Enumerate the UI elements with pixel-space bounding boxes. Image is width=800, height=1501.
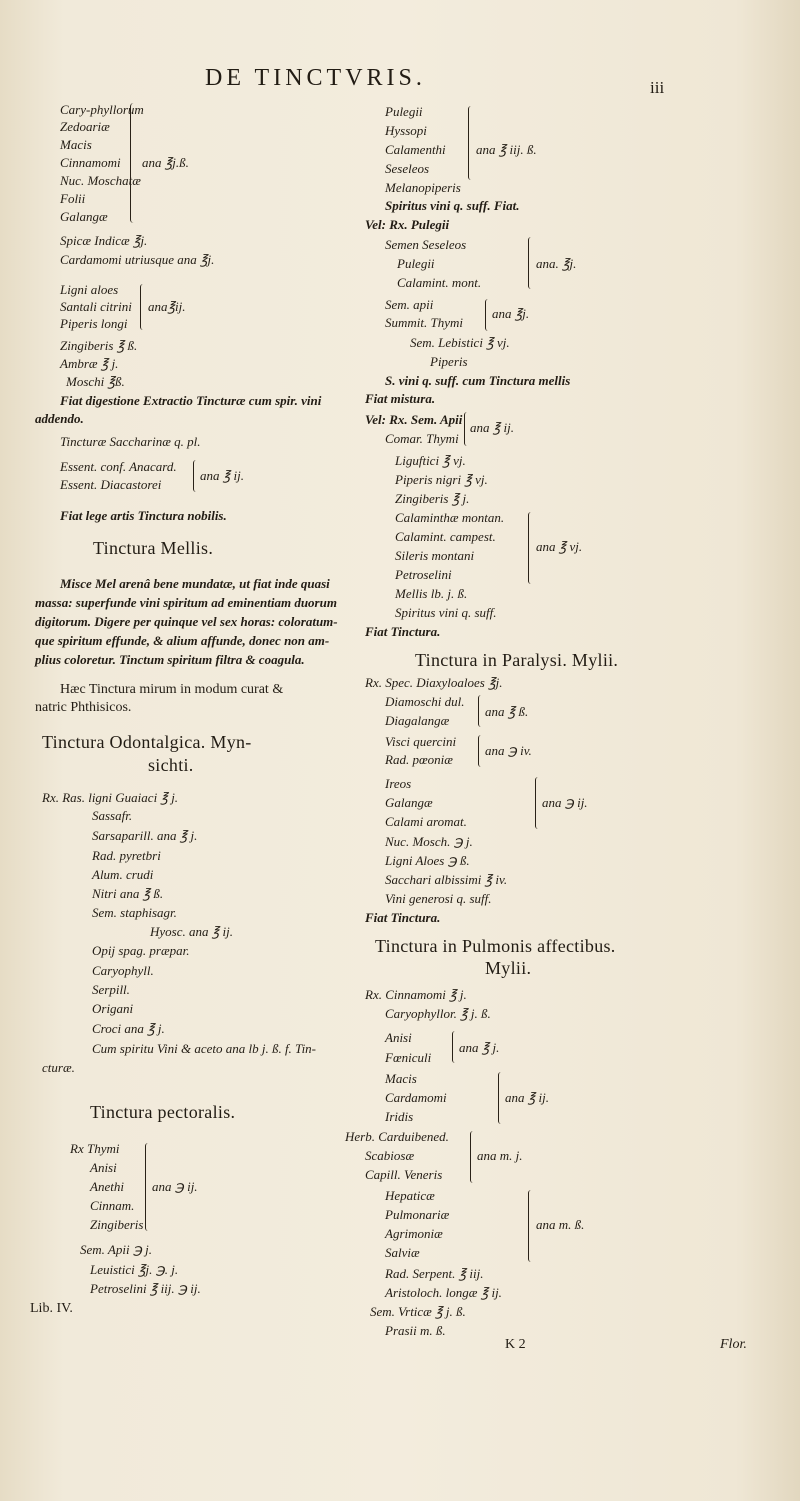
section-heading-pectoralis: Tinctura pectoralis. bbox=[90, 1102, 236, 1122]
alternative: Vel: Rx. Pulegii bbox=[365, 217, 450, 232]
ingredient: Sem. staphisagr. bbox=[92, 905, 177, 920]
ingredient: Liguftici ℥ vj. bbox=[395, 453, 466, 468]
ingredient: Sileris montani bbox=[395, 548, 475, 563]
quantity: ana. ℥j. bbox=[536, 256, 577, 271]
ingredient: Piperis bbox=[430, 354, 468, 369]
ingredient: Cardamomi bbox=[385, 1090, 447, 1105]
ingredient: Aristoloch. longæ ℥ ij. bbox=[385, 1285, 502, 1300]
brace bbox=[528, 237, 534, 289]
ingredient: Essent. conf. Anacard. bbox=[60, 459, 177, 474]
ingredient: Nuc. Moschatæ bbox=[60, 173, 141, 188]
body-line: massa: superfunde vini spiritum ad eminentiam duorum bbox=[35, 595, 337, 610]
quantity: ana ℈ ij. bbox=[542, 795, 588, 810]
ingredient: Croci ana ℥ j. bbox=[92, 1021, 165, 1036]
ingredient: Seseleos bbox=[385, 161, 430, 176]
instruction: cturæ. bbox=[42, 1060, 75, 1075]
ingredient: Petroselini ℥ iij. ℈ ij. bbox=[90, 1281, 201, 1296]
ingredient: Cary-phyllorum bbox=[60, 102, 144, 117]
quantity: ana ℥ ij. bbox=[505, 1090, 549, 1105]
brace bbox=[478, 735, 484, 767]
brace bbox=[140, 284, 146, 330]
instruction: Fiat Tinctura. bbox=[365, 910, 441, 925]
quantity: ana℥ij. bbox=[148, 299, 186, 314]
instruction: Fiat lege artis Tinctura nobilis. bbox=[60, 508, 227, 523]
ingredient: Diagalangæ bbox=[385, 713, 450, 728]
instruction: addendo. bbox=[35, 411, 84, 426]
ingredient: Calamenthi bbox=[385, 142, 446, 157]
ingredient: Hepaticæ bbox=[385, 1188, 435, 1203]
ingredient: Iridis bbox=[385, 1109, 414, 1124]
signature-mark: Lib. IV. bbox=[30, 1301, 73, 1316]
section-heading-pulmonis: Tinctura in Pulmonis affectibus. bbox=[375, 936, 616, 956]
ingredient: Spiritus vini q. suff. bbox=[395, 605, 497, 620]
ingredient: Anisi bbox=[385, 1030, 412, 1045]
ingredient: Tincturæ Saccharinæ q. pl. bbox=[60, 434, 201, 449]
ingredient: Moschi ℥ß. bbox=[66, 374, 125, 389]
ingredient: Calamint. mont. bbox=[397, 275, 482, 290]
note-line: Hæc Tinctura mirum in modum curat & bbox=[60, 682, 284, 697]
ingredient: Cardamomi utriusque ana ℥j. bbox=[60, 252, 215, 267]
body-line: plius coloretur. Tinctum spiritum filtra & coagula. bbox=[35, 652, 305, 667]
body-line: Misce Mel arenâ bene mundatæ, ut fiat inde quasi bbox=[60, 576, 330, 591]
ingredient: Sem. Vrticæ ℥ j. ß. bbox=[370, 1304, 466, 1319]
ingredient: Sem. Lebistici ℥ vj. bbox=[410, 335, 510, 350]
ingredient: Folii bbox=[60, 191, 86, 206]
section-heading-pulmonis-cont: Mylii. bbox=[485, 958, 532, 978]
ingredient: Sacchari albissimi ℥ iv. bbox=[385, 872, 508, 887]
section-heading-odontalgica: Tinctura Odontalgica. Myn- bbox=[42, 732, 252, 752]
brace bbox=[468, 106, 474, 180]
quantity: ana ℥ iij. ß. bbox=[476, 142, 537, 157]
body-line: que spiritum effunde, & alium affunde, donec non am- bbox=[35, 633, 330, 648]
brace bbox=[452, 1031, 458, 1063]
ingredient: Sassafr. bbox=[92, 808, 133, 823]
ingredient: Diamoschi dul. bbox=[385, 694, 465, 709]
brace bbox=[478, 695, 484, 727]
ingredient: Summit. Thymi bbox=[385, 315, 463, 330]
ingredient: Agrimoniæ bbox=[385, 1226, 443, 1241]
ingredient: Rx. Cinnamomi ℥ j. bbox=[365, 987, 467, 1002]
quantity: ana ℥ ij. bbox=[470, 420, 514, 435]
ingredient: Mellis lb. j. ß. bbox=[395, 586, 468, 601]
ingredient: Essent. Diacastorei bbox=[60, 477, 162, 492]
ingredient: Piperis longi bbox=[60, 316, 128, 331]
ingredient: Macis bbox=[60, 137, 92, 152]
ingredient: Rad. pyretbri bbox=[92, 848, 161, 863]
ingredient: Zingiberis ℥ j. bbox=[395, 491, 470, 506]
ingredient: Opij spag. præpar. bbox=[92, 943, 190, 958]
ingredient: Caryophyllor. ℥ j. ß. bbox=[385, 1006, 491, 1021]
quantity: ana ℥ vj. bbox=[536, 539, 583, 554]
instruction: Fiat mistura. bbox=[365, 391, 436, 406]
ingredient: Calaminthæ montan. bbox=[395, 510, 505, 525]
ingredient: Hyssopi bbox=[385, 123, 427, 138]
brace bbox=[498, 1072, 504, 1124]
ingredient: Galangæ bbox=[385, 795, 433, 810]
ingredient: Capill. Veneris bbox=[365, 1167, 443, 1182]
ingredient: Scabiosæ bbox=[365, 1148, 415, 1163]
ingredient: Ambræ ℥ j. bbox=[60, 356, 119, 371]
ingredient: Ligni aloes bbox=[60, 282, 119, 297]
ingredient: Calami aromat. bbox=[385, 814, 467, 829]
ingredient: Rad. pœoniæ bbox=[385, 752, 453, 767]
quantity: ana ℈ iv. bbox=[485, 743, 532, 758]
ingredient: Visci quercini bbox=[385, 734, 457, 749]
body-line: digitorum. Digere per quinque vel sex horas: coloratum- bbox=[35, 614, 338, 629]
quantity: ana ℥ ß. bbox=[485, 704, 529, 719]
ingredient: Sem. apii bbox=[385, 297, 434, 312]
quantity: ana ℥ ij. bbox=[200, 468, 244, 483]
ingredient: Herb. Carduibened. bbox=[345, 1129, 449, 1144]
page-number: iii bbox=[650, 78, 665, 97]
ingredient: Ligni Aloes ℈ ß. bbox=[385, 853, 470, 868]
ingredient: Spicæ Indicæ ℥j. bbox=[60, 233, 148, 248]
ingredient: Ireos bbox=[385, 776, 412, 791]
ingredient: Rx Thymi bbox=[70, 1141, 120, 1156]
ingredient: Salviæ bbox=[385, 1245, 420, 1260]
brace bbox=[528, 512, 534, 584]
brace bbox=[535, 777, 541, 829]
ingredient: Anethi bbox=[90, 1179, 124, 1194]
ingredient: Hyosc. ana ℥ ij. bbox=[150, 924, 233, 939]
ingredient: Zingiberis bbox=[90, 1217, 144, 1232]
section-heading-paralysi: Tinctura in Paralysi. Mylii. bbox=[415, 650, 619, 670]
ingredient: Melanopiperis bbox=[385, 180, 461, 195]
ingredient: Caryophyll. bbox=[92, 963, 154, 978]
brace bbox=[193, 460, 199, 492]
quantity: ana m. j. bbox=[477, 1148, 523, 1163]
ingredient: Alum. crudi bbox=[92, 867, 154, 882]
brace bbox=[145, 1143, 151, 1231]
ingredient: Leuistici ℥j. ℈. j. bbox=[90, 1262, 179, 1277]
ingredient: Anisi bbox=[90, 1160, 117, 1175]
ingredient: Semen Seseleos bbox=[385, 237, 467, 252]
ingredient: Rad. Serpent. ℥ iij. bbox=[385, 1266, 484, 1281]
quantity: ana ℥j. bbox=[492, 306, 530, 321]
quantity: ana ℥ j. bbox=[459, 1040, 500, 1055]
ingredient: Piperis nigri ℥ vj. bbox=[395, 472, 488, 487]
quantity: ana ℥j.ß. bbox=[142, 155, 189, 170]
ingredient: Petroselini bbox=[395, 567, 452, 582]
brace bbox=[130, 103, 137, 223]
ingredient: Serpill. bbox=[92, 982, 130, 997]
ingredient: Vini generosi q. suff. bbox=[385, 891, 492, 906]
ingredient: Nuc. Mosch. ℈ j. bbox=[385, 834, 473, 849]
ingredient: Zingiberis ℥ ß. bbox=[60, 338, 138, 353]
ingredient: Santali citrini bbox=[60, 299, 132, 314]
ingredient: Nitri ana ℥ ß. bbox=[92, 886, 164, 901]
instruction: S. vini q. suff. cum Tinctura mellis bbox=[385, 373, 571, 388]
ingredient: Comar. Thymi bbox=[385, 431, 459, 446]
instruction: Fiat digestione Extractio Tincturæ cum spir. vini bbox=[60, 393, 322, 408]
ingredient: Cinnam. bbox=[90, 1198, 135, 1213]
quantity: ana m. ß. bbox=[536, 1217, 585, 1232]
ingredient: Cinnamomi bbox=[60, 155, 121, 170]
ingredient: Pulegii bbox=[397, 256, 435, 271]
ingredient: Zedoariæ bbox=[60, 119, 110, 134]
ingredient: Galangæ bbox=[60, 209, 108, 224]
ingredient: Rx. Ras. ligni Guaiaci ℥ j. bbox=[42, 790, 179, 805]
ingredient: Prasii m. ß. bbox=[385, 1323, 446, 1338]
ingredient: Origani bbox=[92, 1001, 134, 1016]
brace bbox=[528, 1190, 534, 1262]
instruction: Fiat Tinctura. bbox=[365, 624, 441, 639]
catchword: Flor. bbox=[720, 1337, 747, 1352]
section-heading-mellis: Tinctura Mellis. bbox=[93, 538, 214, 558]
ingredient: Macis bbox=[385, 1071, 417, 1086]
brace bbox=[470, 1131, 476, 1183]
note-line: natric Phthisicos. bbox=[35, 700, 132, 715]
ingredient: Sarsaparill. ana ℥ j. bbox=[92, 828, 198, 843]
instruction: Cum spiritu Vini & aceto ana lb j. ß. f. Tin- bbox=[92, 1041, 317, 1056]
ingredient: Pulegii bbox=[385, 104, 423, 119]
signature-mark: K 2 bbox=[505, 1337, 526, 1352]
ingredient: Calamint. campest. bbox=[395, 529, 496, 544]
section-heading-odontalgica-cont: sichti. bbox=[148, 755, 194, 775]
ingredient: Pulmonariæ bbox=[385, 1207, 450, 1222]
quantity: ana ℈ ij. bbox=[152, 1179, 198, 1194]
ingredient: Rx. Spec. Diaxyloaloes ℥j. bbox=[365, 675, 503, 690]
alternative: Vel: Rx. Sem. Apii bbox=[365, 412, 463, 427]
ingredient: Sem. Apii ℈ j. bbox=[80, 1242, 153, 1257]
ingredient: Fœniculi bbox=[385, 1050, 432, 1065]
running-title: DE TINCTVRIS. bbox=[205, 65, 426, 91]
brace bbox=[485, 299, 491, 331]
instruction: Spiritus vini q. suff. Fiat. bbox=[385, 198, 520, 213]
